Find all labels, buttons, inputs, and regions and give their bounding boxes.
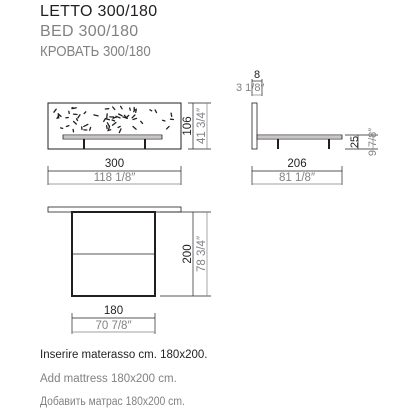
title-italian: LETTO 300/180 [40, 3, 158, 20]
top-view [48, 207, 211, 334]
pattern-stroke [58, 114, 59, 119]
front-leg-right [144, 139, 146, 149]
pattern-stroke [90, 127, 91, 130]
side-height-in: 9 7/8″ [367, 127, 379, 157]
pattern-stroke [66, 126, 69, 127]
pattern-stroke [77, 119, 78, 121]
front-width-cm: 300 [104, 158, 125, 170]
title-english: BED 300/180 [40, 23, 139, 40]
side-thickness-cm: 8 [253, 69, 261, 81]
pattern-stroke [72, 108, 74, 109]
pattern-stroke [163, 120, 165, 121]
front-leg-left [83, 139, 85, 149]
top-width-in: 70 7/8″ [95, 320, 132, 332]
front-width-in: 118 1/8″ [93, 172, 136, 184]
pattern-stroke [150, 110, 152, 111]
side-thickness-in: 3 1/8″ [236, 82, 265, 94]
pattern-stroke [130, 108, 131, 110]
note-russian: Добавить матрас 180x200 cm. [40, 396, 185, 408]
front-height-in: 41 3/4″ [196, 107, 208, 145]
pattern-stroke [136, 109, 137, 112]
pattern-stroke [107, 126, 108, 129]
side-depth-in: 81 1/8″ [278, 172, 316, 184]
note-italian: Inserire materasso cm. 180x200. [40, 349, 208, 361]
front-height-cm: 106 [182, 116, 194, 136]
side-view [236, 69, 379, 185]
title-russian: КРОВАТЬ 300/180 [40, 43, 151, 60]
side-height-cm: 25 [349, 135, 361, 149]
side-headboard [252, 103, 257, 149]
front-view [48, 103, 211, 185]
pattern-stroke [112, 120, 114, 121]
top-length-in: 78 3/4″ [196, 235, 208, 273]
note-english: Add mattress 180x200 cm. [40, 373, 177, 385]
top-length-cm: 200 [182, 244, 194, 264]
side-depth-cm: 206 [287, 158, 307, 170]
side-leg-back [328, 139, 330, 149]
pattern-stroke [171, 113, 172, 116]
top-width-cm: 180 [103, 305, 124, 317]
pattern-stroke [107, 114, 108, 118]
side-leg-front [277, 139, 279, 149]
